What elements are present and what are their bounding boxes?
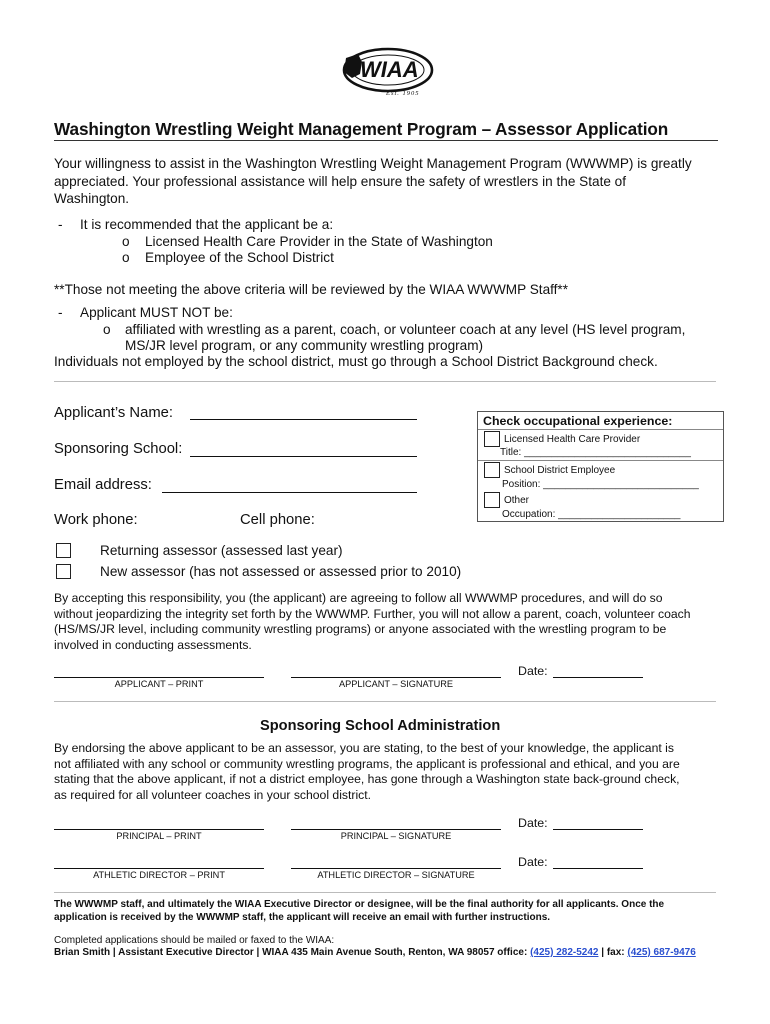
ad-date-field[interactable] (553, 868, 643, 869)
agreement-paragraph (54, 591, 718, 653)
must-not-item-line: MS/JR level program, or any community wrestling program) (125, 338, 484, 353)
licensed-provider-label: Licensed Health Care Provider (504, 434, 641, 445)
email-field[interactable] (162, 492, 417, 493)
applicant-date-field[interactable] (553, 677, 643, 678)
bullet-icon: o (122, 250, 130, 265)
new-assessor-checkbox[interactable] (56, 564, 71, 579)
recommend-text: It is recommended that the applicant be a: (80, 217, 334, 232)
sponsor-line: as required for all volunteer coaches in your school district. (54, 787, 372, 802)
occupation-divider (478, 429, 723, 430)
title-field[interactable]: Title: ______________________________ (500, 447, 691, 458)
contact-line (54, 946, 696, 959)
sponsoring-school-field[interactable] (190, 456, 417, 457)
intro-line: Your willingness to assist in the Washington Wrestling Weight Management Program (WWWMP) is greatly (54, 156, 692, 171)
district-employee-checkbox[interactable] (484, 462, 500, 478)
ad-date-label: Date: (518, 855, 548, 869)
email-label: Email address: (54, 477, 152, 493)
sponsor-paragraph (54, 741, 718, 803)
footer-authority (54, 898, 718, 924)
principal-print-field[interactable] (54, 829, 264, 830)
applicant-signature-field[interactable] (291, 677, 501, 678)
applicant-print-field[interactable] (54, 677, 264, 678)
bullet-icon: o (122, 234, 130, 249)
other-label: Other (504, 495, 530, 506)
fax-label: | fax: (598, 947, 628, 958)
recommend-dash: - (58, 217, 63, 232)
footer-authority-line: application is received by the WWWMP staff, the applicant will receive an email with further instructions. (54, 912, 551, 923)
sponsor-line: stating that the above applicant, if not a district employee, has gone through a Washington state back-ground check, (54, 772, 680, 786)
page-title: Washington Wrestling Weight Management Program – Assessor Application (54, 119, 669, 139)
principal-date-label: Date: (518, 816, 548, 830)
applicant-name-label: Applicant’s Name: (54, 405, 173, 421)
cell-phone-label: Cell phone: (240, 512, 315, 528)
occupation-box (477, 411, 724, 522)
logo-wordmark: WIAA (360, 57, 419, 82)
returning-assessor-checkbox[interactable] (56, 543, 71, 558)
principal-print-caption: PRINCIPAL – PRINT (116, 831, 202, 841)
returning-assessor-label: Returning assessor (assessed last year) (100, 543, 343, 558)
recommend-item: Employee of the School District (145, 250, 334, 265)
office-phone-link[interactable]: (425) 282-5242 (530, 947, 599, 958)
contact-text: Brian Smith | Assistant Executive Director | WIAA 435 Main Avenue South, Renton, WA 98057 office: (54, 947, 531, 958)
must-not-item-line: affiliated with wrestling as a parent, coach, or volunteer coach at any level (HS level program, (125, 322, 686, 337)
must-not-dash: - (58, 305, 63, 320)
wiaa-logo (336, 44, 436, 100)
occupation-divider (478, 460, 723, 461)
section-divider (54, 892, 716, 893)
agreement-line: By accepting this responsibility, you (the applicant) are agreeing to follow all WWWMP procedures, and will do so (54, 591, 663, 605)
background-note: Individuals not employed by the school district, must go through a School District Background check. (54, 354, 658, 369)
intro-paragraph (54, 155, 718, 208)
occupation-field[interactable]: Occupation: ______________________ (502, 509, 681, 520)
agreement-line: (HS/MS/JR level, including community wrestling programs) or anyone associated with the wrestling program to be (54, 622, 667, 636)
sponsor-line: By endorsing the above applicant to be an assessor, you are stating, to the best of your knowledge, the applicant is (54, 741, 674, 755)
ad-print-caption: ATHLETIC DIRECTOR – PRINT (93, 870, 225, 880)
ad-signature-field[interactable] (291, 868, 501, 869)
title-divider (54, 140, 718, 141)
ad-print-field[interactable] (54, 868, 264, 869)
sponsor-line: not affiliated with any school or community wrestling programs, the applicant is professional and ethical, and you are (54, 756, 680, 771)
intro-line: Washington. (54, 191, 130, 206)
footer-authority-line: The WWWMP staff, and ultimately the WIAA Executive Director or designee, will be the final authority for all applicants. Once the (54, 899, 665, 910)
occupation-header: Check occupational experience: (483, 414, 673, 428)
work-phone-label: Work phone: (54, 512, 138, 528)
principal-signature-caption: PRINCIPAL – SIGNATURE (340, 831, 452, 841)
logo-established: Est. 1905 (386, 90, 420, 97)
agreement-line: without jeopardizing the integrity set forth by the WWWMP. Further, you will not allow a parent, coach, volunteer coach (54, 606, 691, 621)
sponsoring-school-label: Sponsoring School: (54, 441, 183, 457)
section-divider (54, 701, 716, 702)
new-assessor-label: New assessor (has not assessed or assessed prior to 2010) (100, 564, 462, 579)
review-note: **Those not meeting the above criteria will be reviewed by the WIAA WWWMP Staff** (54, 282, 569, 297)
must-not-text: Applicant MUST NOT be: (80, 305, 233, 320)
principal-date-field[interactable] (553, 829, 643, 830)
fax-phone-link[interactable]: (425) 687-9476 (627, 947, 696, 958)
recommend-item: Licensed Health Care Provider in the State of Washington (145, 234, 493, 249)
agreement-line: involved in conducting assessments. (54, 637, 252, 652)
intro-line: appreciated. Your professional assistance will help ensure the safety of wrestlers in the State of (54, 173, 627, 189)
applicant-date-label: Date: (518, 664, 548, 678)
wiaa-logo-mark (336, 44, 436, 100)
bullet-icon: o (103, 322, 111, 337)
licensed-provider-checkbox[interactable] (484, 431, 500, 447)
mail-note: Completed applications should be mailed or faxed to the WIAA: (54, 935, 335, 946)
position-field[interactable]: Position: ____________________________ (502, 479, 699, 490)
section-divider (54, 381, 716, 382)
principal-signature-field[interactable] (291, 829, 501, 830)
applicant-name-field[interactable] (190, 419, 417, 420)
sponsor-section-title: Sponsoring School Administration (260, 718, 501, 734)
district-employee-label: School District Employee (504, 465, 616, 476)
other-checkbox[interactable] (484, 492, 500, 508)
applicant-signature-caption: APPLICANT – SIGNATURE (338, 679, 454, 689)
ad-signature-caption: ATHLETIC DIRECTOR – SIGNATURE (317, 870, 475, 880)
applicant-print-caption: APPLICANT – PRINT (114, 679, 204, 689)
